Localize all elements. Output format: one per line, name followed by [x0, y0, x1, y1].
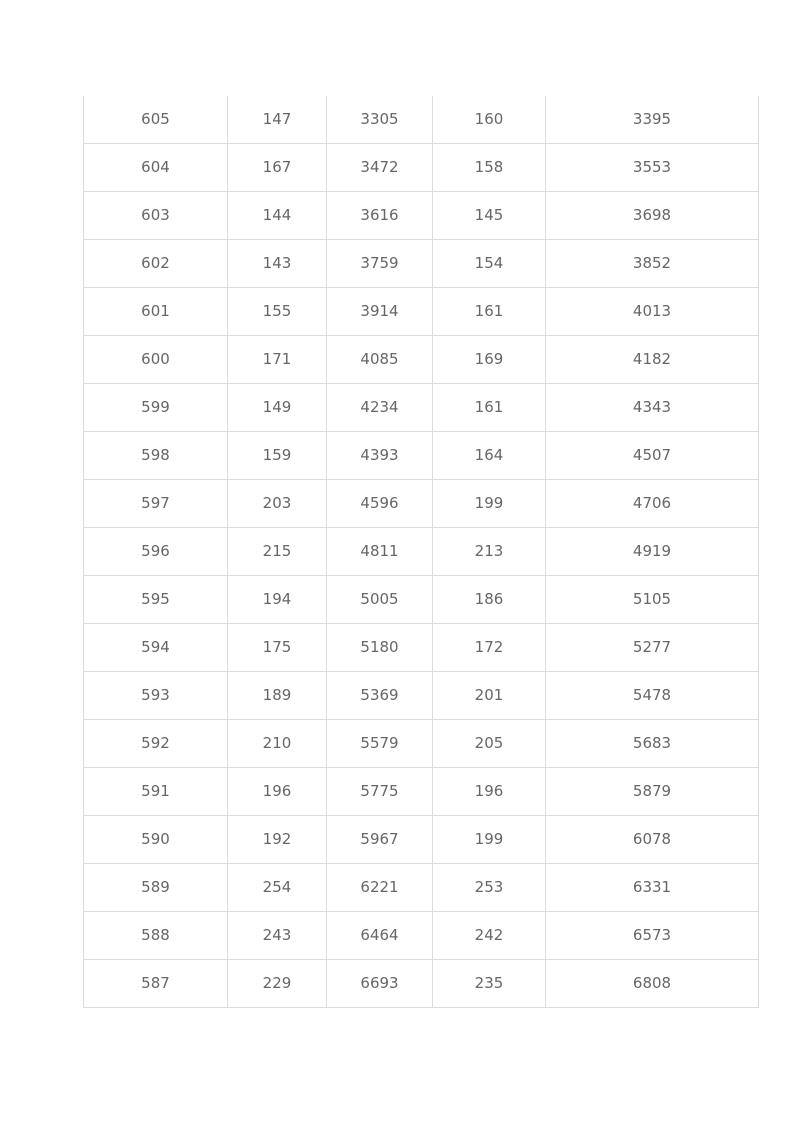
score-cell: 597 — [84, 480, 228, 528]
cumulative-count-cell: 5579 — [327, 720, 433, 768]
table-row — [84, 288, 759, 336]
count-cell: 167 — [228, 144, 327, 192]
table-row — [84, 336, 759, 384]
cumulative-count-cell: 5369 — [327, 672, 433, 720]
count-cell-2: 242 — [433, 912, 546, 960]
cumulative-count-cell-2: 4013 — [546, 288, 759, 336]
table-row — [84, 768, 759, 816]
score-cell: 600 — [84, 336, 228, 384]
table-row — [84, 960, 759, 1008]
cumulative-count-cell: 3472 — [327, 144, 433, 192]
cumulative-count-cell: 5180 — [327, 624, 433, 672]
table-row — [84, 816, 759, 864]
cumulative-count-cell-2: 6331 — [546, 864, 759, 912]
count-cell: 144 — [228, 192, 327, 240]
count-cell: 189 — [228, 672, 327, 720]
count-cell: 215 — [228, 528, 327, 576]
count-cell-2: 160 — [433, 96, 546, 144]
cumulative-count-cell-2: 3553 — [546, 144, 759, 192]
count-cell-2: 158 — [433, 144, 546, 192]
score-cell: 590 — [84, 816, 228, 864]
score-cell: 588 — [84, 912, 228, 960]
count-cell: 149 — [228, 384, 327, 432]
count-cell-2: 196 — [433, 768, 546, 816]
table-row — [84, 672, 759, 720]
score-cell: 587 — [84, 960, 228, 1008]
score-cell: 604 — [84, 144, 228, 192]
count-cell: 159 — [228, 432, 327, 480]
cumulative-count-cell: 5775 — [327, 768, 433, 816]
count-cell: 143 — [228, 240, 327, 288]
count-cell-2: 213 — [433, 528, 546, 576]
score-cell: 602 — [84, 240, 228, 288]
score-table — [83, 96, 759, 1008]
cumulative-count-cell: 3305 — [327, 96, 433, 144]
count-cell: 196 — [228, 768, 327, 816]
cumulative-count-cell-2: 5683 — [546, 720, 759, 768]
cumulative-count-cell: 6693 — [327, 960, 433, 1008]
table-row — [84, 720, 759, 768]
table-row — [84, 144, 759, 192]
count-cell-2: 205 — [433, 720, 546, 768]
count-cell-2: 186 — [433, 576, 546, 624]
count-cell: 155 — [228, 288, 327, 336]
table-row — [84, 432, 759, 480]
table-body — [84, 96, 759, 1008]
table-row — [84, 384, 759, 432]
count-cell: 175 — [228, 624, 327, 672]
cumulative-count-cell: 6464 — [327, 912, 433, 960]
table-row — [84, 480, 759, 528]
cumulative-count-cell-2: 4507 — [546, 432, 759, 480]
count-cell-2: 199 — [433, 480, 546, 528]
cumulative-count-cell-2: 4182 — [546, 336, 759, 384]
cumulative-count-cell: 4596 — [327, 480, 433, 528]
score-cell: 593 — [84, 672, 228, 720]
count-cell-2: 161 — [433, 288, 546, 336]
count-cell: 254 — [228, 864, 327, 912]
score-cell: 589 — [84, 864, 228, 912]
cumulative-count-cell: 4393 — [327, 432, 433, 480]
cumulative-count-cell: 3616 — [327, 192, 433, 240]
cumulative-count-cell-2: 5478 — [546, 672, 759, 720]
cumulative-count-cell-2: 5105 — [546, 576, 759, 624]
cumulative-count-cell: 5967 — [327, 816, 433, 864]
table-row — [84, 864, 759, 912]
cumulative-count-cell-2: 4706 — [546, 480, 759, 528]
score-cell: 599 — [84, 384, 228, 432]
count-cell-2: 172 — [433, 624, 546, 672]
count-cell: 203 — [228, 480, 327, 528]
cumulative-count-cell-2: 5277 — [546, 624, 759, 672]
table-row — [84, 240, 759, 288]
cumulative-count-cell: 4234 — [327, 384, 433, 432]
cumulative-count-cell: 4811 — [327, 528, 433, 576]
count-cell: 171 — [228, 336, 327, 384]
score-cell: 596 — [84, 528, 228, 576]
cumulative-count-cell: 5005 — [327, 576, 433, 624]
cumulative-count-cell: 6221 — [327, 864, 433, 912]
cumulative-count-cell-2: 4343 — [546, 384, 759, 432]
count-cell-2: 253 — [433, 864, 546, 912]
score-cell: 603 — [84, 192, 228, 240]
score-cell: 595 — [84, 576, 228, 624]
table-row — [84, 192, 759, 240]
count-cell-2: 161 — [433, 384, 546, 432]
count-cell-2: 154 — [433, 240, 546, 288]
count-cell: 194 — [228, 576, 327, 624]
count-cell-2: 199 — [433, 816, 546, 864]
cumulative-count-cell: 3759 — [327, 240, 433, 288]
cumulative-count-cell-2: 5879 — [546, 768, 759, 816]
count-cell: 192 — [228, 816, 327, 864]
count-cell: 210 — [228, 720, 327, 768]
score-cell: 601 — [84, 288, 228, 336]
count-cell-2: 201 — [433, 672, 546, 720]
table-row — [84, 96, 759, 144]
cumulative-count-cell-2: 3698 — [546, 192, 759, 240]
table-row — [84, 576, 759, 624]
count-cell: 229 — [228, 960, 327, 1008]
cumulative-count-cell-2: 3852 — [546, 240, 759, 288]
score-table-container — [83, 96, 758, 1008]
cumulative-count-cell-2: 6573 — [546, 912, 759, 960]
score-cell: 592 — [84, 720, 228, 768]
cumulative-count-cell: 3914 — [327, 288, 433, 336]
cumulative-count-cell-2: 3395 — [546, 96, 759, 144]
table-row — [84, 912, 759, 960]
score-cell: 598 — [84, 432, 228, 480]
cumulative-count-cell-2: 4919 — [546, 528, 759, 576]
cumulative-count-cell: 4085 — [327, 336, 433, 384]
table-row — [84, 624, 759, 672]
count-cell: 147 — [228, 96, 327, 144]
count-cell-2: 169 — [433, 336, 546, 384]
score-cell: 594 — [84, 624, 228, 672]
score-cell: 591 — [84, 768, 228, 816]
count-cell: 243 — [228, 912, 327, 960]
cumulative-count-cell-2: 6808 — [546, 960, 759, 1008]
count-cell-2: 145 — [433, 192, 546, 240]
table-row — [84, 528, 759, 576]
score-cell: 605 — [84, 96, 228, 144]
count-cell-2: 164 — [433, 432, 546, 480]
cumulative-count-cell-2: 6078 — [546, 816, 759, 864]
count-cell-2: 235 — [433, 960, 546, 1008]
